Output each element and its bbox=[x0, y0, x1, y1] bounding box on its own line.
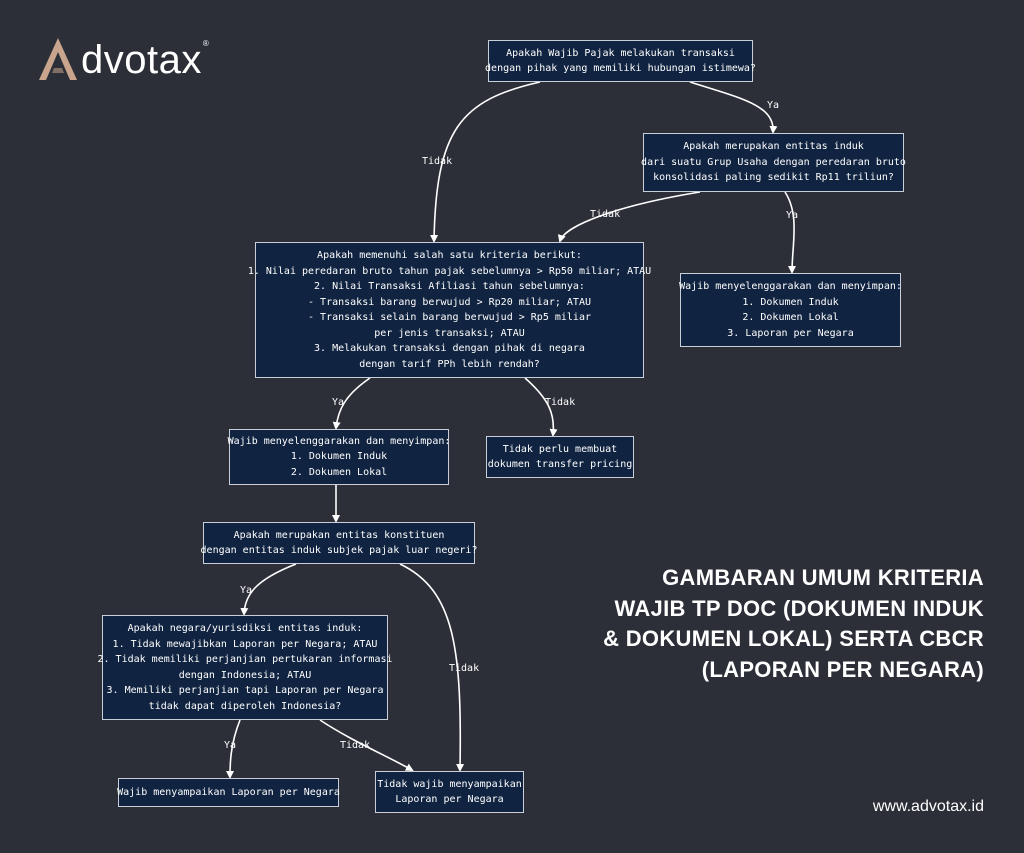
node-line: 1. Tidak mewajibkan Laporan per Negara; ATAU bbox=[112, 638, 378, 650]
node-line: Wajib menyelenggarakan dan menyimpan: bbox=[679, 281, 902, 292]
edge-q2-to-q3 bbox=[560, 192, 700, 241]
node-line: 3. Memiliki perjanjian tapi Laporan per Negara bbox=[106, 685, 384, 696]
node-line: 3. Laporan per Negara bbox=[727, 327, 854, 339]
node-line: 2. Dokumen Lokal bbox=[742, 312, 839, 323]
edge-label-q4-tidak: Tidak bbox=[449, 663, 480, 674]
node-line: Tidak perlu membuat bbox=[502, 443, 618, 455]
result-no-cbcr bbox=[375, 771, 524, 813]
edge-label-q2-result: Ya bbox=[786, 210, 799, 221]
headline-line: WAJIB TP DOC (DOKUMEN INDUK bbox=[614, 595, 984, 621]
logo-registered-mark: ® bbox=[202, 39, 209, 48]
decision-constituent-entity bbox=[200, 522, 478, 564]
node-line: 1. Nilai peredaran bruto tahun pajak sebelumnya > Rp50 miliar; ATAU bbox=[247, 265, 652, 277]
logo-wordmark: dvotax bbox=[81, 38, 202, 82]
node-line: dengan Indonesia; ATAU bbox=[178, 669, 312, 681]
infographic-headline bbox=[544, 563, 984, 685]
node-line: dokumen transfer pricing bbox=[487, 459, 633, 470]
edge-label-q2-q3: Tidak bbox=[590, 209, 621, 220]
edge-label-q1-q3: Tidak bbox=[422, 156, 453, 167]
node-line: Tidak wajib menyampaikan bbox=[377, 778, 522, 790]
edge-q2-to-result-all bbox=[785, 192, 794, 272]
decision-parent-entity-threshold bbox=[643, 133, 904, 192]
decision-related-party-transaction bbox=[485, 40, 756, 82]
node-line: - Transaksi barang berwujud > Rp20 miliar; ATAU bbox=[308, 296, 591, 308]
node-line: Apakah negara/yurisdiksi entitas induk: bbox=[127, 623, 363, 634]
node-line: Wajib menyampaikan Laporan per Negara bbox=[117, 786, 340, 798]
node-line: dari suatu Grup Usaha dengan peredaran bruto bbox=[641, 156, 906, 168]
node-line: 3. Melakukan transaksi dengan pihak di negara bbox=[314, 343, 585, 354]
headline-line: GAMBARAN UMUM KRITERIA bbox=[662, 565, 984, 590]
node-line: Apakah memenuhi salah satu kriteria berikut: bbox=[317, 250, 582, 261]
edge-q1-to-q2 bbox=[690, 82, 773, 132]
node-line: 1. Dokumen Induk bbox=[742, 296, 839, 308]
node-line: dengan pihak yang memiliki hubungan istimewa? bbox=[485, 63, 756, 74]
node-line: tidak dapat diperoleh Indonesia? bbox=[148, 700, 342, 712]
edge-label-q5-ya: Ya bbox=[224, 740, 237, 751]
decision-tp-doc-criteria bbox=[247, 242, 652, 378]
node-line: 2. Dokumen Lokal bbox=[290, 466, 388, 478]
website-url: www.advotax.id bbox=[872, 798, 984, 815]
node-line: per jenis transaksi; ATAU bbox=[374, 327, 525, 339]
node-line: dengan entitas induk subjek pajak luar negeri? bbox=[200, 545, 478, 556]
headline-line: (LAPORAN PER NEGARA) bbox=[701, 656, 984, 682]
node-line: Wajib menyelenggarakan dan menyimpan: bbox=[227, 435, 451, 447]
node-line: dengan tarif PPh lebih rendah? bbox=[359, 358, 540, 370]
result-no-tp-doc bbox=[486, 436, 634, 478]
node-line: Apakah merupakan entitas konstituen bbox=[233, 529, 445, 541]
result-submit-cbcr bbox=[118, 778, 339, 807]
node-line: Apakah Wajib Pajak melakukan transaksi bbox=[506, 47, 735, 59]
node-line: 2. Nilai Transaksi Afiliasi tahun sebelumnya: bbox=[314, 281, 585, 292]
node-line: konsolidasi paling sedikit Rp11 triliun? bbox=[653, 172, 894, 184]
edge-label-q1-q2: Ya bbox=[767, 100, 780, 111]
headline-line: & DOKUMEN LOKAL) SERTA CBCR bbox=[603, 626, 984, 651]
node-line: 1. Dokumen Induk bbox=[290, 451, 388, 463]
node-line: - Transaksi selain barang berwujud > Rp5 miliar bbox=[308, 312, 591, 323]
node-line: 2. Tidak memiliki perjanjian pertukaran informasi bbox=[97, 654, 393, 665]
edge-label-q3-ya: Ya bbox=[332, 397, 345, 408]
result-master-local bbox=[229, 429, 449, 485]
edge-label-q3-tidak: Tidak bbox=[545, 397, 576, 408]
result-master-local-cbcr bbox=[680, 273, 901, 347]
edge-label-q4-ya: Ya bbox=[240, 585, 253, 596]
edge-label-q5-tidak: Tidak bbox=[340, 740, 371, 751]
node-line: Apakah merupakan entitas induk bbox=[683, 141, 864, 153]
decision-parent-jurisdiction bbox=[97, 615, 393, 720]
node-line: Laporan per Negara bbox=[395, 794, 504, 805]
